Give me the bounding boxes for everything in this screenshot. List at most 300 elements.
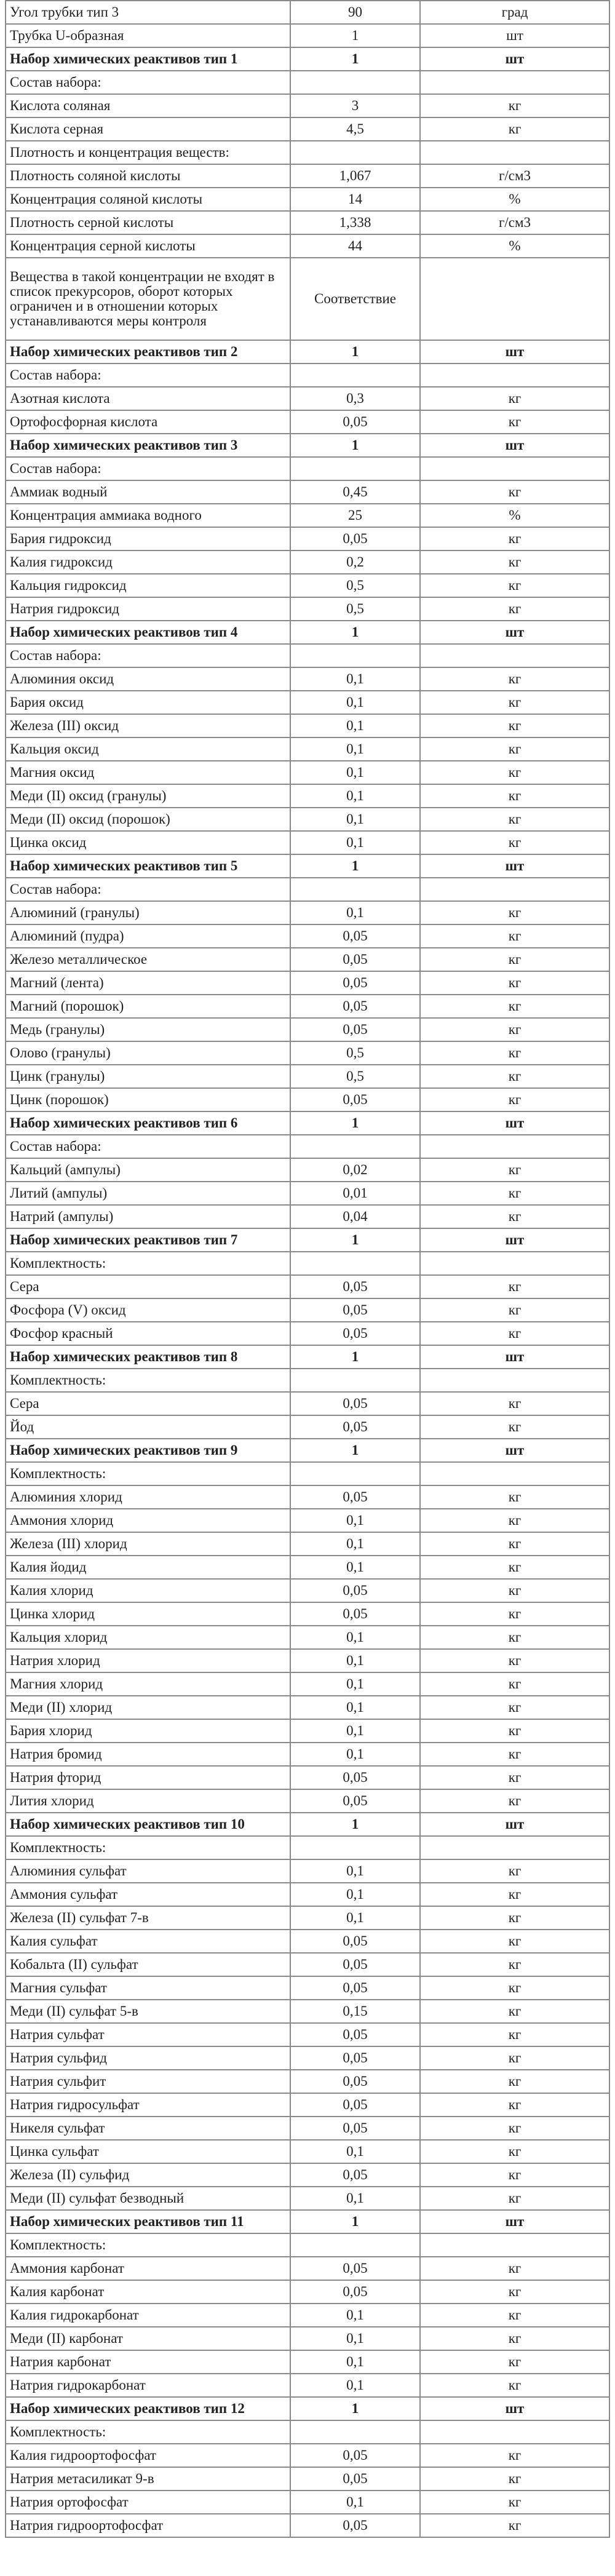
unit-cell: кг: [420, 1415, 609, 1439]
table-row: [6, 1298, 609, 1322]
item-name-cell: Комплектность:: [6, 1369, 290, 1392]
table-row: [6, 1579, 609, 1602]
table-row: [6, 234, 609, 258]
unit-cell: кг: [420, 2046, 609, 2070]
table-row: [6, 1088, 609, 1111]
table-row: [6, 2187, 609, 2210]
quantity-cell: [290, 457, 420, 480]
item-name-cell: Натрия сульфат: [6, 2023, 290, 2046]
quantity-cell: 0,45: [290, 480, 420, 504]
quantity-cell: 1: [290, 1813, 420, 1836]
unit-cell: кг: [420, 2257, 609, 2280]
table-row: [6, 2070, 609, 2093]
item-name-cell: Магния сульфат: [6, 1976, 290, 2000]
item-name-cell: Меди (II) сульфат безводный: [6, 2187, 290, 2210]
unit-cell: кг: [420, 808, 609, 831]
item-name-cell: Набор химических реактивов тип 3: [6, 434, 290, 457]
table-row: [6, 667, 609, 691]
table-row: [6, 1789, 609, 1813]
quantity-cell: 0,05: [290, 971, 420, 995]
item-name-cell: Аммония карбонат: [6, 2257, 290, 2280]
item-name-cell: Набор химических реактивов тип 9: [6, 1439, 290, 1462]
unit-cell: кг: [420, 2140, 609, 2163]
quantity-cell: 0,1: [290, 691, 420, 714]
table-row: [6, 504, 609, 527]
unit-cell: шт: [420, 854, 609, 878]
item-name-cell: Аммиак водный: [6, 480, 290, 504]
quantity-cell: 0,5: [290, 574, 420, 597]
unit-cell: кг: [420, 995, 609, 1018]
table-row: [6, 258, 609, 340]
quantity-cell: 0,1: [290, 901, 420, 924]
unit-cell: кг: [420, 737, 609, 761]
unit-cell: %: [420, 234, 609, 258]
table-row: [6, 141, 609, 164]
quantity-cell: 0,05: [290, 2117, 420, 2140]
quantity-cell: 0,05: [290, 995, 420, 1018]
table-row: [6, 901, 609, 924]
unit-cell: град: [420, 1, 609, 24]
unit-cell: кг: [420, 691, 609, 714]
item-name-cell: Цинка сульфат: [6, 2140, 290, 2163]
table-row: [6, 878, 609, 901]
table-row: [6, 761, 609, 784]
table-row: [6, 1322, 609, 1345]
quantity-cell: 0,05: [290, 948, 420, 971]
quantity-cell: [290, 2420, 420, 2444]
table-row: [6, 47, 609, 71]
unit-cell: кг: [420, 971, 609, 995]
unit-cell: шт: [420, 621, 609, 644]
unit-cell: кг: [420, 1088, 609, 1111]
quantity-cell: 0,1: [290, 2327, 420, 2350]
quantity-cell: 0,1: [290, 1906, 420, 1930]
quantity-cell: 1: [290, 1111, 420, 1135]
item-name-cell: Меди (II) сульфат 5-в: [6, 2000, 290, 2023]
item-name-cell: Угол трубки тип 3: [6, 1, 290, 24]
item-name-cell: Натрия гидросульфат: [6, 2093, 290, 2117]
table-row: [6, 2210, 609, 2233]
unit-cell: кг: [420, 1859, 609, 1883]
item-name-cell: Никеля сульфат: [6, 2117, 290, 2140]
unit-cell: кг: [420, 1205, 609, 1228]
unit-cell: кг: [420, 2000, 609, 2023]
item-name-cell: Набор химических реактивов тип 5: [6, 854, 290, 878]
unit-cell: кг: [420, 784, 609, 808]
quantity-cell: 1: [290, 2397, 420, 2420]
table-row: [6, 808, 609, 831]
item-name-cell: Комплектность:: [6, 1836, 290, 1859]
unit-cell: кг: [420, 2093, 609, 2117]
table-row: [6, 1813, 609, 1836]
unit-cell: г/см3: [420, 164, 609, 188]
item-name-cell: Трубка U-образная: [6, 24, 290, 47]
table-row: [6, 948, 609, 971]
quantity-cell: [290, 1836, 420, 1859]
table-row: [6, 1556, 609, 1579]
unit-cell: г/см3: [420, 211, 609, 234]
item-name-cell: Кальция хлорид: [6, 1626, 290, 1649]
table-row: [6, 1532, 609, 1556]
item-name-cell: Состав набора:: [6, 457, 290, 480]
table-row: [6, 2093, 609, 2117]
table-row: [6, 94, 609, 117]
unit-cell: кг: [420, 1883, 609, 1906]
item-name-cell: Кобальта (II) сульфат: [6, 1953, 290, 1976]
table-row: [6, 1439, 609, 1462]
item-name-cell: Кислота соляная: [6, 94, 290, 117]
quantity-cell: 0,1: [290, 1859, 420, 1883]
table-row: [6, 1859, 609, 1883]
table-row: [6, 2023, 609, 2046]
table-row: [6, 1135, 609, 1158]
specification-table: [5, 0, 610, 2538]
item-name-cell: Натрия гидроксид: [6, 597, 290, 621]
item-name-cell: Натрия карбонат: [6, 2350, 290, 2374]
table-row: [6, 1392, 609, 1415]
table-row: [6, 2257, 609, 2280]
table-row: [6, 1462, 609, 1485]
table-row: [6, 1041, 609, 1065]
item-name-cell: Кальций (ампулы): [6, 1158, 290, 1182]
unit-cell: кг: [420, 714, 609, 737]
table-row: [6, 1836, 609, 1859]
table-row: [6, 784, 609, 808]
quantity-cell: 0,1: [290, 1532, 420, 1556]
item-name-cell: Плотность серной кислоты: [6, 211, 290, 234]
table-row: [6, 2350, 609, 2374]
table-row: [6, 2140, 609, 2163]
table-row: [6, 2117, 609, 2140]
unit-cell: кг: [420, 1556, 609, 1579]
table-row: [6, 1509, 609, 1532]
unit-cell: [420, 878, 609, 901]
quantity-cell: 0,1: [290, 2374, 420, 2397]
unit-cell: кг: [420, 2350, 609, 2374]
unit-cell: [420, 1369, 609, 1392]
unit-cell: кг: [420, 2163, 609, 2187]
unit-cell: кг: [420, 1392, 609, 1415]
item-name-cell: Натрия фторид: [6, 1766, 290, 1789]
item-name-cell: Фосфор красный: [6, 1322, 290, 1345]
table-row: [6, 1065, 609, 1088]
item-name-cell: Йод: [6, 1415, 290, 1439]
item-name-cell: Набор химических реактивов тип 12: [6, 2397, 290, 2420]
table-row: [6, 1111, 609, 1135]
quantity-cell: 0,05: [290, 1415, 420, 1439]
unit-cell: кг: [420, 1626, 609, 1649]
unit-cell: кг: [420, 2467, 609, 2491]
quantity-cell: 25: [290, 504, 420, 527]
unit-cell: кг: [420, 1485, 609, 1509]
table-row: [6, 737, 609, 761]
unit-cell: кг: [420, 1018, 609, 1041]
unit-cell: %: [420, 504, 609, 527]
table-row: [6, 2514, 609, 2537]
item-name-cell: Меди (II) карбонат: [6, 2327, 290, 2350]
unit-cell: шт: [420, 24, 609, 47]
item-name-cell: Железо металлическое: [6, 948, 290, 971]
unit-cell: [420, 1462, 609, 1485]
item-name-cell: Калия сульфат: [6, 1930, 290, 1953]
quantity-cell: 0,1: [290, 2187, 420, 2210]
unit-cell: кг: [420, 2023, 609, 2046]
table-row: [6, 1743, 609, 1766]
quantity-cell: 14: [290, 188, 420, 211]
quantity-cell: 0,05: [290, 1930, 420, 1953]
item-name-cell: Цинка оксид: [6, 831, 290, 854]
item-name-cell: Набор химических реактивов тип 10: [6, 1813, 290, 1836]
unit-cell: [420, 71, 609, 94]
unit-cell: шт: [420, 1813, 609, 1836]
table-row: [6, 854, 609, 878]
unit-cell: кг: [420, 1672, 609, 1696]
unit-cell: шт: [420, 1345, 609, 1369]
unit-cell: кг: [420, 527, 609, 551]
unit-cell: кг: [420, 2280, 609, 2304]
item-name-cell: Калия карбонат: [6, 2280, 290, 2304]
quantity-cell: 3: [290, 94, 420, 117]
item-name-cell: Набор химических реактивов тип 1: [6, 47, 290, 71]
table-row: [6, 1906, 609, 1930]
unit-cell: кг: [420, 410, 609, 434]
unit-cell: кг: [420, 761, 609, 784]
table-row: [6, 480, 609, 504]
quantity-cell: [290, 1135, 420, 1158]
item-name-cell: Калия хлорид: [6, 1579, 290, 1602]
table-row: [6, 574, 609, 597]
quantity-cell: 0,05: [290, 1976, 420, 2000]
quantity-cell: Соответствие: [290, 258, 420, 340]
unit-cell: шт: [420, 340, 609, 364]
item-name-cell: Кальция оксид: [6, 737, 290, 761]
unit-cell: кг: [420, 1696, 609, 1719]
item-name-cell: Калия гидроортофосфат: [6, 2444, 290, 2467]
table-row: [6, 2374, 609, 2397]
item-name-cell: Литий (ампулы): [6, 1182, 290, 1205]
item-name-cell: Железа (II) сульфид: [6, 2163, 290, 2187]
quantity-cell: 0,1: [290, 1556, 420, 1579]
quantity-cell: 0,05: [290, 1322, 420, 1345]
table-row: [6, 527, 609, 551]
item-name-cell: Состав набора:: [6, 644, 290, 667]
quantity-cell: 0,1: [290, 2350, 420, 2374]
table-row: [6, 2280, 609, 2304]
quantity-cell: 0,1: [290, 667, 420, 691]
quantity-cell: 0,05: [290, 410, 420, 434]
table-row: [6, 410, 609, 434]
item-name-cell: Концентрация аммиака водного: [6, 504, 290, 527]
table-row: [6, 1415, 609, 1439]
item-name-cell: Плотность и концентрация веществ:: [6, 141, 290, 164]
item-name-cell: Ортофосфорная кислота: [6, 410, 290, 434]
item-name-cell: Калия гидроксид: [6, 551, 290, 574]
item-name-cell: Натрия гидроортофосфат: [6, 2514, 290, 2537]
quantity-cell: 0,05: [290, 1298, 420, 1322]
unit-cell: кг: [420, 948, 609, 971]
quantity-cell: 0,1: [290, 1509, 420, 1532]
table-row: [6, 1, 609, 24]
quantity-cell: 0,05: [290, 1789, 420, 1813]
quantity-cell: 0,1: [290, 2304, 420, 2327]
quantity-cell: 0,3: [290, 387, 420, 410]
unit-cell: кг: [420, 117, 609, 141]
quantity-cell: 4,5: [290, 117, 420, 141]
unit-cell: кг: [420, 1509, 609, 1532]
item-name-cell: Магния оксид: [6, 761, 290, 784]
unit-cell: кг: [420, 1532, 609, 1556]
table-row: [6, 1626, 609, 1649]
table-row: [6, 1485, 609, 1509]
unit-cell: шт: [420, 1111, 609, 1135]
table-row: [6, 1275, 609, 1298]
table-row: [6, 1228, 609, 1252]
item-name-cell: Алюминия оксид: [6, 667, 290, 691]
item-name-cell: Концентрация серной кислоты: [6, 234, 290, 258]
quantity-cell: 0,1: [290, 808, 420, 831]
quantity-cell: 0,05: [290, 2257, 420, 2280]
item-name-cell: Кислота серная: [6, 117, 290, 141]
quantity-cell: 0,1: [290, 737, 420, 761]
quantity-cell: 0,05: [290, 1953, 420, 1976]
unit-cell: кг: [420, 1766, 609, 1789]
item-name-cell: Набор химических реактивов тип 8: [6, 1345, 290, 1369]
quantity-cell: 0,1: [290, 784, 420, 808]
unit-cell: [420, 2420, 609, 2444]
table-row: [6, 1158, 609, 1182]
table-row: [6, 387, 609, 410]
unit-cell: кг: [420, 1649, 609, 1672]
unit-cell: кг: [420, 1579, 609, 1602]
quantity-cell: 1,067: [290, 164, 420, 188]
quantity-cell: 0,05: [290, 1485, 420, 1509]
quantity-cell: [290, 364, 420, 387]
unit-cell: кг: [420, 1906, 609, 1930]
table-row: [6, 1602, 609, 1626]
unit-cell: кг: [420, 1041, 609, 1065]
table-row: [6, 364, 609, 387]
table-row: [6, 691, 609, 714]
unit-cell: кг: [420, 480, 609, 504]
unit-cell: [420, 141, 609, 164]
item-name-cell: Аммония сульфат: [6, 1883, 290, 1906]
quantity-cell: 0,02: [290, 1158, 420, 1182]
table-row: [6, 1182, 609, 1205]
table-row: [6, 1345, 609, 1369]
unit-cell: кг: [420, 574, 609, 597]
quantity-cell: 0,1: [290, 2140, 420, 2163]
quantity-cell: 1: [290, 24, 420, 47]
quantity-cell: 0,1: [290, 1626, 420, 1649]
table-row: [6, 995, 609, 1018]
item-name-cell: Магния хлорид: [6, 1672, 290, 1696]
unit-cell: кг: [420, 1602, 609, 1626]
unit-cell: кг: [420, 1789, 609, 1813]
item-name-cell: Олово (гранулы): [6, 1041, 290, 1065]
item-name-cell: Цинк (гранулы): [6, 1065, 290, 1088]
unit-cell: кг: [420, 667, 609, 691]
table-row: [6, 831, 609, 854]
quantity-cell: 1: [290, 340, 420, 364]
item-name-cell: Магний (лента): [6, 971, 290, 995]
item-name-cell: Кальция гидроксид: [6, 574, 290, 597]
item-name-cell: Бария хлорид: [6, 1719, 290, 1743]
item-name-cell: Натрия бромид: [6, 1743, 290, 1766]
table-row: [6, 621, 609, 644]
table-row: [6, 971, 609, 995]
item-name-cell: Натрий (ампулы): [6, 1205, 290, 1228]
unit-cell: кг: [420, 2070, 609, 2093]
item-name-cell: Состав набора:: [6, 1135, 290, 1158]
table-row: [6, 2046, 609, 2070]
item-name-cell: Набор химических реактивов тип 6: [6, 1111, 290, 1135]
unit-cell: кг: [420, 924, 609, 948]
item-name-cell: Набор химических реактивов тип 4: [6, 621, 290, 644]
table-row: [6, 1696, 609, 1719]
unit-cell: шт: [420, 1439, 609, 1462]
quantity-cell: 0,05: [290, 1018, 420, 1041]
unit-cell: кг: [420, 2117, 609, 2140]
quantity-cell: 1: [290, 47, 420, 71]
table-row: [6, 457, 609, 480]
quantity-cell: 0,05: [290, 1602, 420, 1626]
unit-cell: кг: [420, 1719, 609, 1743]
item-name-cell: Сера: [6, 1275, 290, 1298]
table-row: [6, 2491, 609, 2514]
unit-cell: кг: [420, 1298, 609, 1322]
quantity-cell: 44: [290, 234, 420, 258]
table-row: [6, 1672, 609, 1696]
quantity-cell: 0,1: [290, 2491, 420, 2514]
item-name-cell: Натрия сульфит: [6, 2070, 290, 2093]
unit-cell: кг: [420, 1322, 609, 1345]
quantity-cell: 1: [290, 1228, 420, 1252]
quantity-cell: [290, 878, 420, 901]
unit-cell: кг: [420, 1743, 609, 1766]
quantity-cell: 0,1: [290, 1719, 420, 1743]
item-name-cell: Комплектность:: [6, 1252, 290, 1275]
unit-cell: [420, 364, 609, 387]
item-name-cell: Алюминий (пудра): [6, 924, 290, 948]
table-row: [6, 1649, 609, 1672]
table-row: [6, 2304, 609, 2327]
table-row: [6, 597, 609, 621]
table-row: [6, 1719, 609, 1743]
table-row: [6, 2444, 609, 2467]
item-name-cell: Натрия хлорид: [6, 1649, 290, 1672]
unit-cell: кг: [420, 1182, 609, 1205]
table-row: [6, 434, 609, 457]
quantity-cell: 0,1: [290, 714, 420, 737]
quantity-cell: 0,05: [290, 2514, 420, 2537]
unit-cell: кг: [420, 597, 609, 621]
table-row: [6, 2467, 609, 2491]
unit-cell: кг: [420, 2374, 609, 2397]
unit-cell: кг: [420, 2444, 609, 2467]
item-name-cell: Калия йодид: [6, 1556, 290, 1579]
item-name-cell: Бария оксид: [6, 691, 290, 714]
item-name-cell: Меди (II) оксид (порошок): [6, 808, 290, 831]
item-name-cell: Азотная кислота: [6, 387, 290, 410]
quantity-cell: 0,05: [290, 2444, 420, 2467]
specification-table-body: [6, 1, 609, 2537]
quantity-cell: 0,05: [290, 2280, 420, 2304]
item-name-cell: Натрия гидрокарбонат: [6, 2374, 290, 2397]
unit-cell: кг: [420, 387, 609, 410]
table-row: [6, 1252, 609, 1275]
quantity-cell: 1: [290, 854, 420, 878]
unit-cell: кг: [420, 1065, 609, 1088]
